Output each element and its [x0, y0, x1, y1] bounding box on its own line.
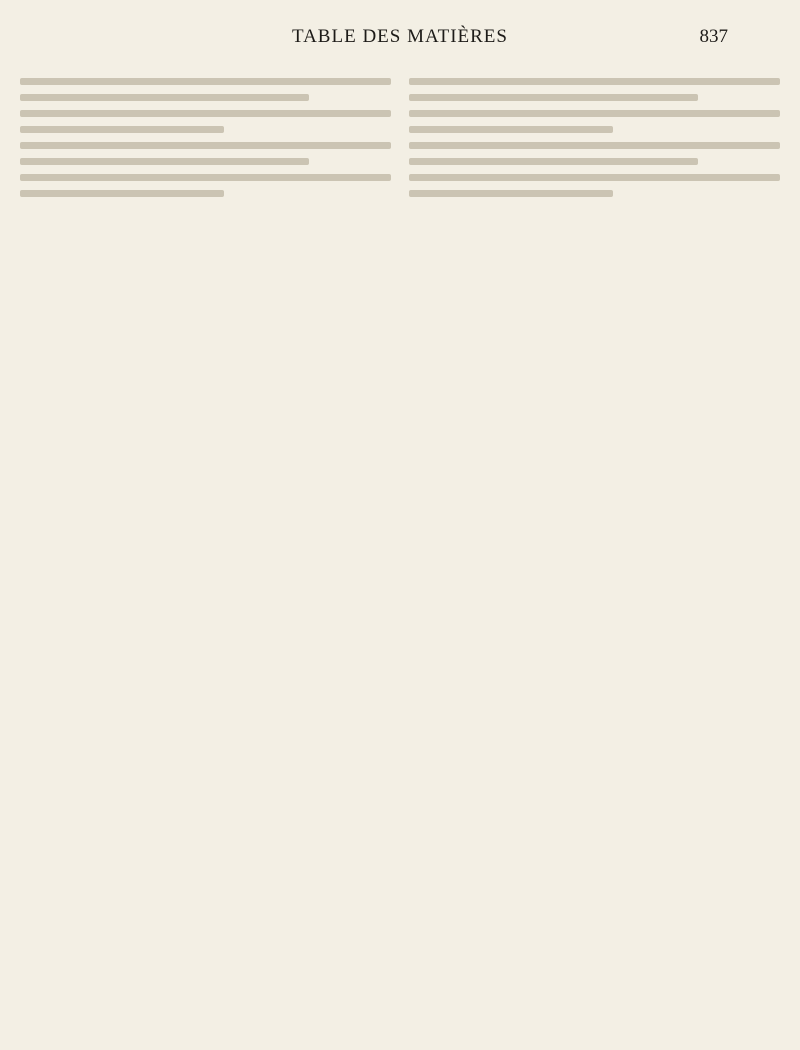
running-head — [20, 20, 780, 56]
text-line-placeholder — [20, 78, 391, 85]
text-line-placeholder — [20, 142, 391, 149]
text-line-placeholder — [409, 142, 780, 149]
index-body — [20, 70, 780, 1030]
text-line-placeholder — [20, 158, 309, 165]
right-column — [409, 70, 780, 1030]
text-line-placeholder — [20, 174, 391, 181]
text-line-placeholder — [409, 78, 780, 85]
left-column — [20, 70, 391, 1030]
page-title: TABLE DES MATIÈRES — [292, 26, 508, 47]
page-number: 837 — [699, 26, 728, 47]
text-line-placeholder — [409, 190, 613, 197]
text-line-placeholder — [20, 126, 224, 133]
text-line-placeholder — [409, 110, 780, 117]
text-line-placeholder — [409, 94, 698, 101]
text-line-placeholder — [409, 126, 613, 133]
text-line-placeholder — [20, 190, 224, 197]
text-line-placeholder — [20, 94, 309, 101]
text-line-placeholder — [409, 174, 780, 181]
text-line-placeholder — [20, 110, 391, 117]
text-line-placeholder — [409, 158, 698, 165]
